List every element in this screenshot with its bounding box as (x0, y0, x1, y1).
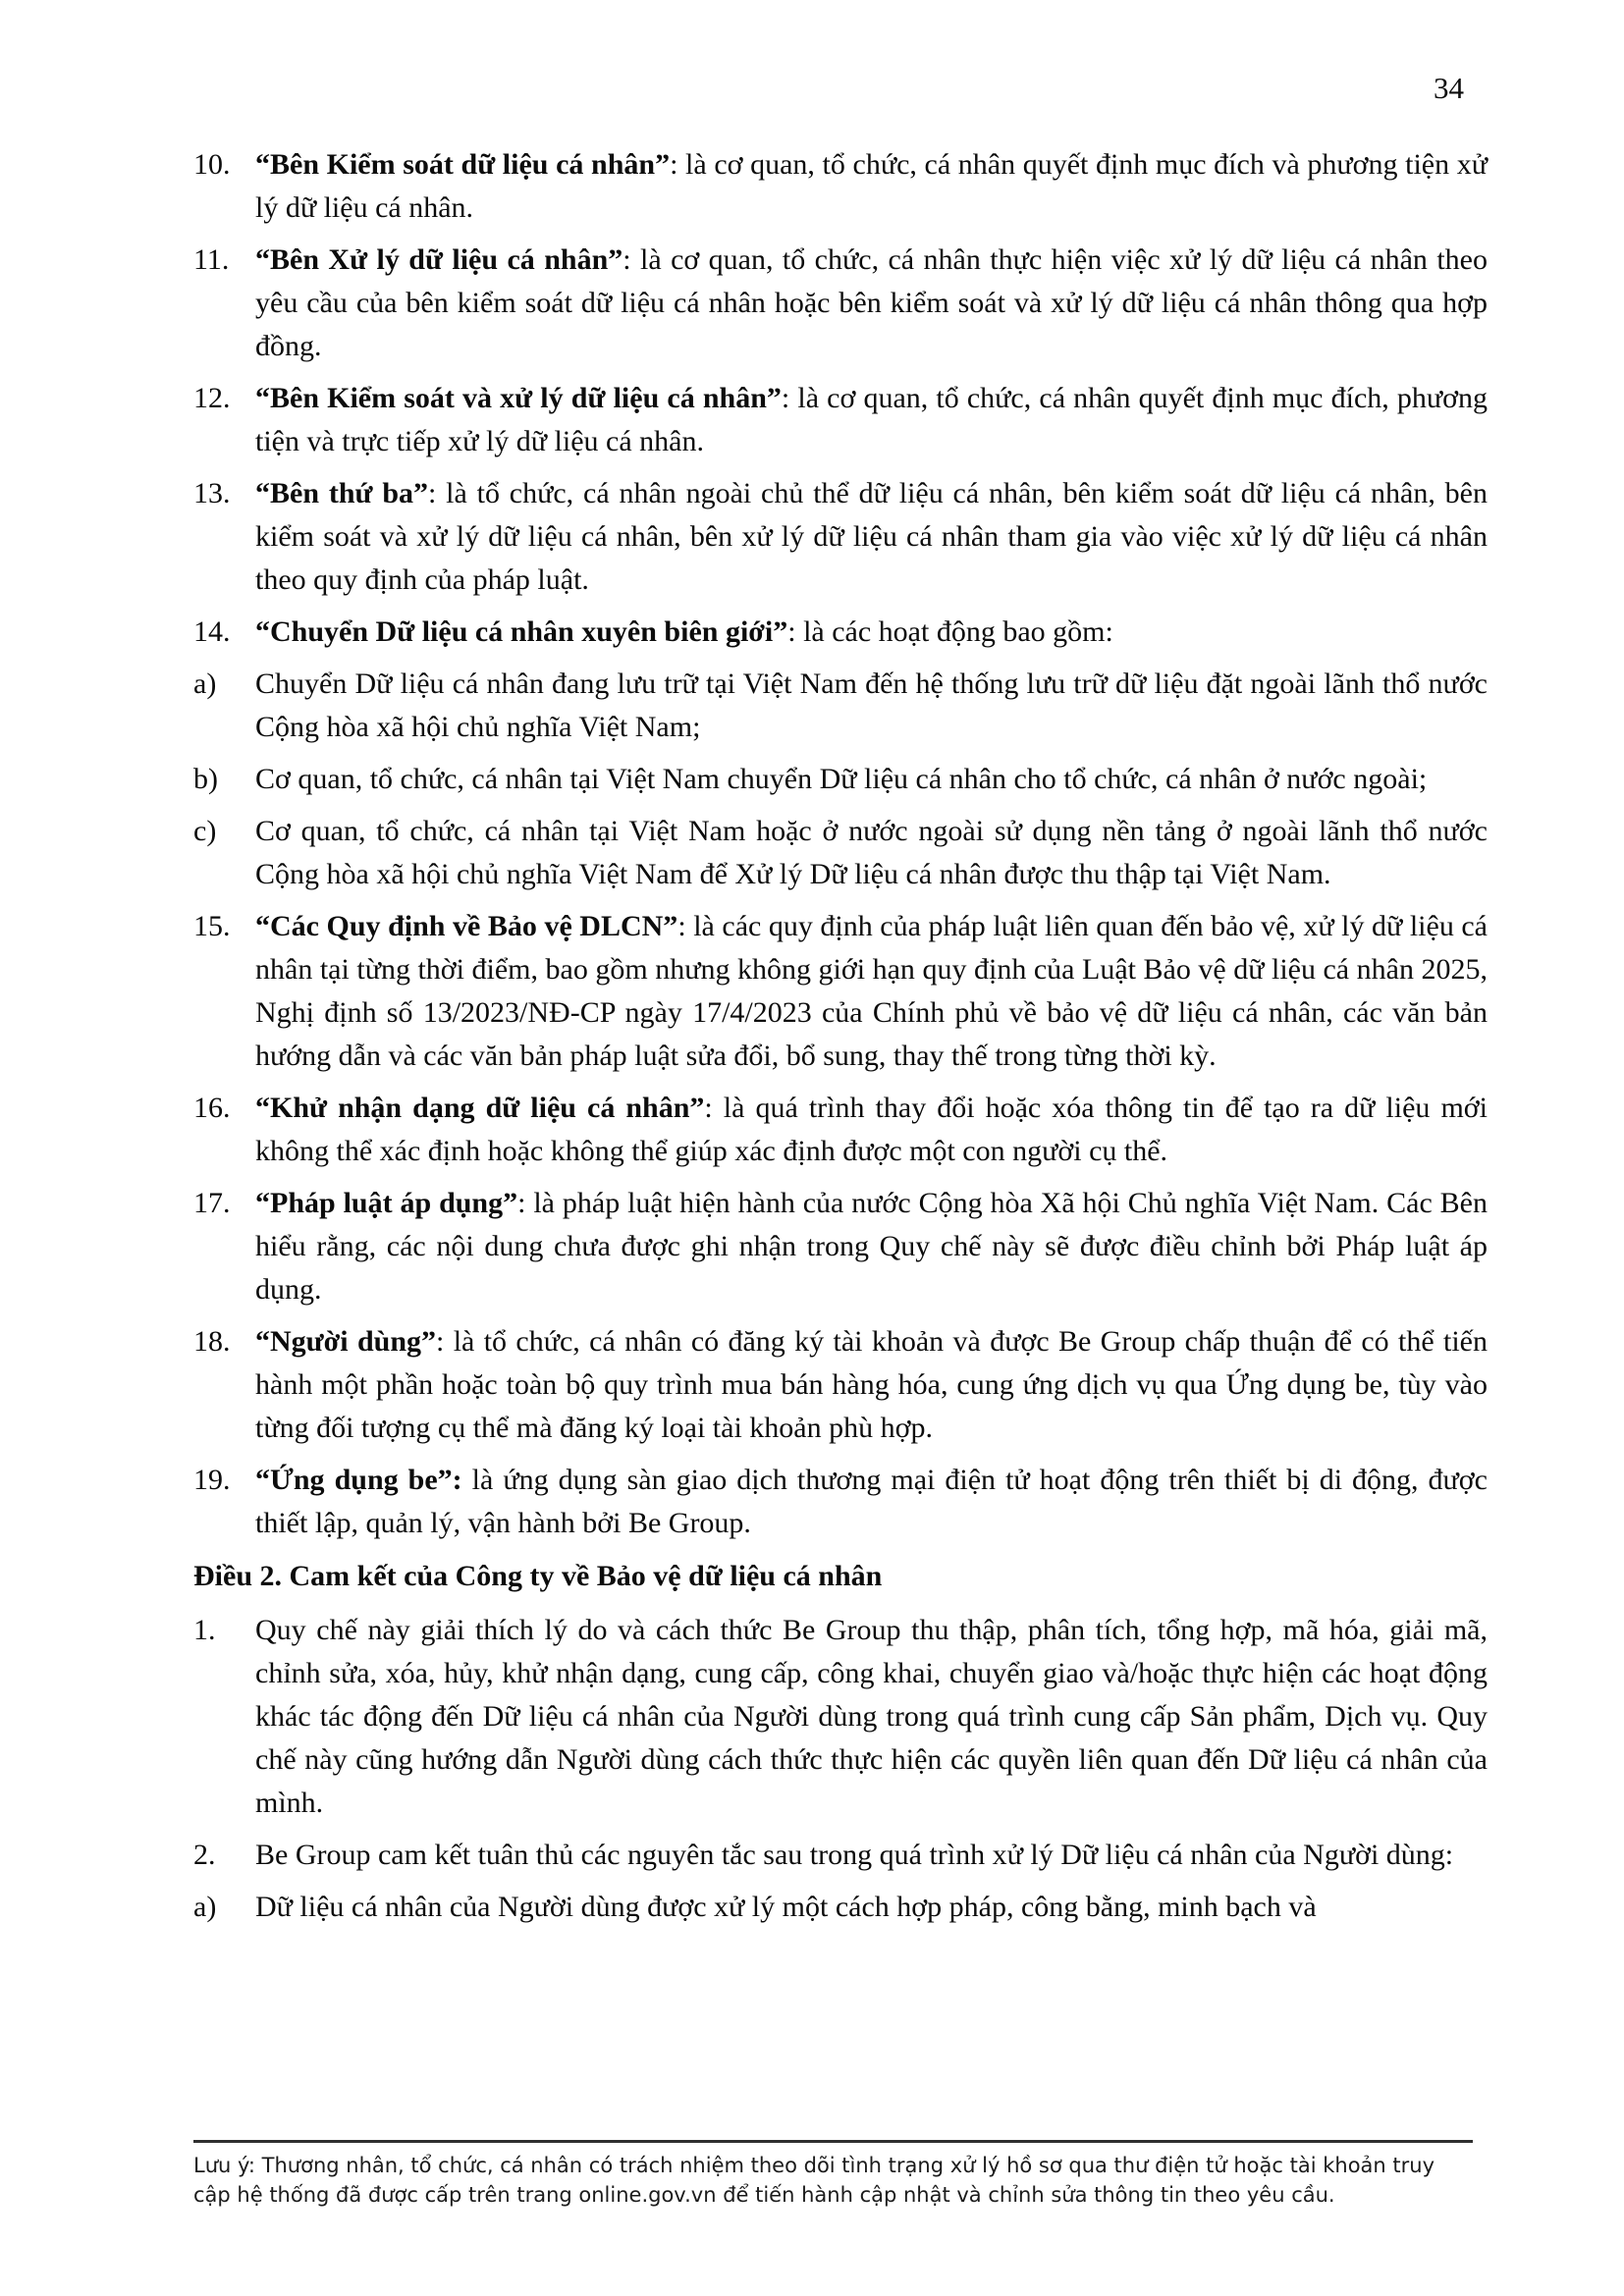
list-item-text (255, 239, 1488, 368)
list-item (193, 905, 1488, 1078)
footer-divider (193, 2140, 1473, 2143)
list-item (193, 1459, 1488, 1545)
list-item (193, 810, 1488, 896)
list-item-marker: 19. (193, 1464, 231, 1496)
list-item (193, 239, 1488, 368)
list-item-marker: b) (193, 763, 218, 795)
defined-term: “Pháp luật áp dụng” (255, 1187, 518, 1219)
page-number: 34 (1434, 71, 1464, 105)
list-item (193, 1182, 1488, 1311)
list-item-text (255, 1459, 1488, 1545)
commitment-body: Be Group cam kết tuân thủ các nguyên tắc sau trong quá trình xử lý Dữ liệu cá nhân của Người dùng: (255, 1839, 1454, 1871)
list-item-text (255, 1087, 1488, 1173)
definition-body: : là cơ quan, tổ chức, cá nhân thực hiện việc xử lý dữ liệu cá nhân theo yêu cầu của bên kiểm soát dữ liệu cá nhân hoặc bên kiểm soát và xử lý dữ liệu cá nhân thông qua hợp đồng. (255, 243, 1488, 362)
list-item (193, 1609, 1488, 1825)
definition-body: : là các hoạt động bao gồm: (787, 615, 1113, 648)
list-item (193, 1886, 1488, 1929)
list-item-marker: 15. (193, 910, 231, 942)
list-item-marker: 10. (193, 148, 231, 181)
list-item-text (255, 377, 1488, 463)
definition-body: : là quá trình thay đổi hoặc xóa thông tin để tạo ra dữ liệu mới không thể xác định hoặc không thể giúp xác định được một con người cụ thể. (255, 1092, 1488, 1167)
list-item-marker: 17. (193, 1187, 231, 1219)
definition-body: Chuyển Dữ liệu cá nhân đang lưu trữ tại Việt Nam đến hệ thống lưu trữ dữ liệu đặt ngoài lãnh thổ nước Cộng hòa xã hội chủ nghĩa Việt Nam; (255, 667, 1488, 743)
defined-term: “Bên thứ ba” (255, 477, 429, 509)
list-item-marker: a) (193, 1891, 217, 1923)
list-item-marker: a) (193, 667, 217, 700)
definition-body: : là pháp luật hiện hành của nước Cộng hòa Xã hội Chủ nghĩa Việt Nam. Các Bên hiểu rằng, các nội dung chưa được ghi nhận trong Quy chế này sẽ được điều chỉnh bởi Pháp luật áp dụng. (255, 1187, 1488, 1306)
list-item (193, 758, 1488, 801)
definition-body: : là cơ quan, tổ chức, cá nhân quyết định mục đích và phương tiện xử lý dữ liệu cá nhân. (255, 148, 1488, 224)
commitment-body: Dữ liệu cá nhân của Người dùng được xử lý một cách hợp pháp, công bằng, minh bạch và (255, 1891, 1317, 1923)
list-item-marker: 18. (193, 1325, 231, 1358)
list-item (193, 663, 1488, 749)
section-heading: Điều 2. Cam kết của Công ty về Bảo vệ dữ liệu cá nhân (193, 1560, 883, 1592)
document-body (193, 143, 1488, 1938)
list-item (193, 472, 1488, 602)
list-item-marker: 14. (193, 615, 231, 648)
list-item (193, 1834, 1488, 1877)
list-item-marker: c) (193, 815, 217, 847)
list-item-marker: 2. (193, 1839, 216, 1871)
list-item-text (255, 1320, 1488, 1450)
list-item-text (255, 810, 1488, 896)
definition-body: : là cơ quan, tổ chức, cá nhân quyết định mục đích, phương tiện và trực tiếp xử lý dữ liệu cá nhân. (255, 382, 1489, 457)
definition-body: : là tổ chức, cá nhân có đăng ký tài khoản và được Be Group chấp thuận để có thể tiến hành một phần hoặc toàn bộ quy trình mua bán hàng hóa, cung ứng dịch vụ qua Ứng dụng be, tùy vào từng đối tượng cụ thể mà đăng ký loại tài khoản phù hợp. (255, 1325, 1489, 1444)
defined-term: “Bên Kiểm soát và xử lý dữ liệu cá nhân” (255, 382, 782, 414)
list-item (193, 143, 1488, 230)
list-item-marker: 1. (193, 1614, 216, 1646)
list-item (193, 1320, 1488, 1450)
list-item (193, 1087, 1488, 1173)
defined-term: “Ứng dụng be”: (255, 1464, 462, 1496)
defined-term: “Khử nhận dạng dữ liệu cá nhân” (255, 1092, 705, 1124)
definition-body: : là các quy định của pháp luật liên quan đến bảo vệ, xử lý dữ liệu cá nhân tại từng thời điểm, bao gồm nhưng không giới hạn quy định của Luật Bảo vệ dữ liệu cá nhân 2025, Nghị định số 13/2023/NĐ-CP ngày 17/4/2023 của Chính phủ về bảo vệ dữ liệu cá nhân, các văn bản hướng dẫn và các văn bản pháp luật sửa đổi, bổ sung, thay thế trong từng thời kỳ. (255, 910, 1488, 1072)
list-item (193, 611, 1488, 654)
list-item (193, 377, 1488, 463)
list-item-text (255, 611, 1488, 654)
footer-note: Lưu ý: Thương nhân, tổ chức, cá nhân có trách nhiệm theo dõi tình trạng xử lý hồ sơ qua thư điện tử hoặc tài khoản truy cập hệ thống đã được cấp trên trang online.gov.vn để tiến hành cập nhật và chỉnh sửa thông tin theo yêu cầu. (193, 2154, 1435, 2207)
list-item-text (255, 905, 1488, 1078)
defined-term: “Bên Kiểm soát dữ liệu cá nhân” (255, 148, 671, 181)
defined-term: “Các Quy định về Bảo vệ DLCN” (255, 910, 678, 942)
list-item-text (255, 143, 1488, 230)
list-item-text (255, 663, 1488, 749)
defined-term: “Bên Xử lý dữ liệu cá nhân” (255, 243, 623, 276)
defined-term: “Chuyển Dữ liệu cá nhân xuyên biên giới” (255, 615, 788, 648)
list-item-text (255, 472, 1488, 602)
defined-term: “Người dùng” (255, 1325, 437, 1358)
definition-body: : là tổ chức, cá nhân ngoài chủ thể dữ liệu cá nhân, bên kiểm soát dữ liệu cá nhân, bên kiểm soát và xử lý dữ liệu cá nhân, bên xử lý dữ liệu cá nhân tham gia vào việc xử lý dữ liệu cá nhân theo quy định của pháp luật. (255, 477, 1488, 596)
list-item-text (255, 1182, 1488, 1311)
list-item-text (255, 1886, 1488, 1929)
list-item-text (255, 758, 1488, 801)
list-item-text (255, 1609, 1488, 1825)
definition-body: Cơ quan, tổ chức, cá nhân tại Việt Nam hoặc ở nước ngoài sử dụng nền tảng ở ngoài lãnh thổ nước Cộng hòa xã hội chủ nghĩa Việt Nam để Xử lý Dữ liệu cá nhân được thu thập tại Việt Nam. (255, 815, 1488, 890)
list-item-marker: 13. (193, 477, 231, 509)
definition-body: Cơ quan, tổ chức, cá nhân tại Việt Nam chuyển Dữ liệu cá nhân cho tổ chức, cá nhân ở nước ngoài; (255, 763, 1428, 795)
list-item-marker: 11. (193, 243, 230, 276)
definition-body: là ứng dụng sàn giao dịch thương mại điện tử hoạt động trên thiết bị di động, được thiết lập, quản lý, vận hành bởi Be Group. (255, 1464, 1488, 1539)
page-footer (193, 2140, 1473, 2210)
list-item-marker: 16. (193, 1092, 231, 1124)
list-item-marker: 12. (193, 382, 231, 414)
list-item-text (255, 1834, 1488, 1877)
commitment-body: Quy chế này giải thích lý do và cách thức Be Group thu thập, phân tích, tổng hợp, mã hóa, giải mã, chỉnh sửa, xóa, hủy, khử nhận dạng, cung cấp, công khai, chuyển giao và/hoặc thực hiện các hoạt động khác tác động đến Dữ liệu cá nhân của Người dùng trong quá trình cung cấp Sản phẩm, Dịch vụ. Quy chế này cũng hướng dẫn Người dùng cách thức thực hiện các quyền liên quan đến Dữ liệu cá nhân của mình. (255, 1614, 1488, 1819)
